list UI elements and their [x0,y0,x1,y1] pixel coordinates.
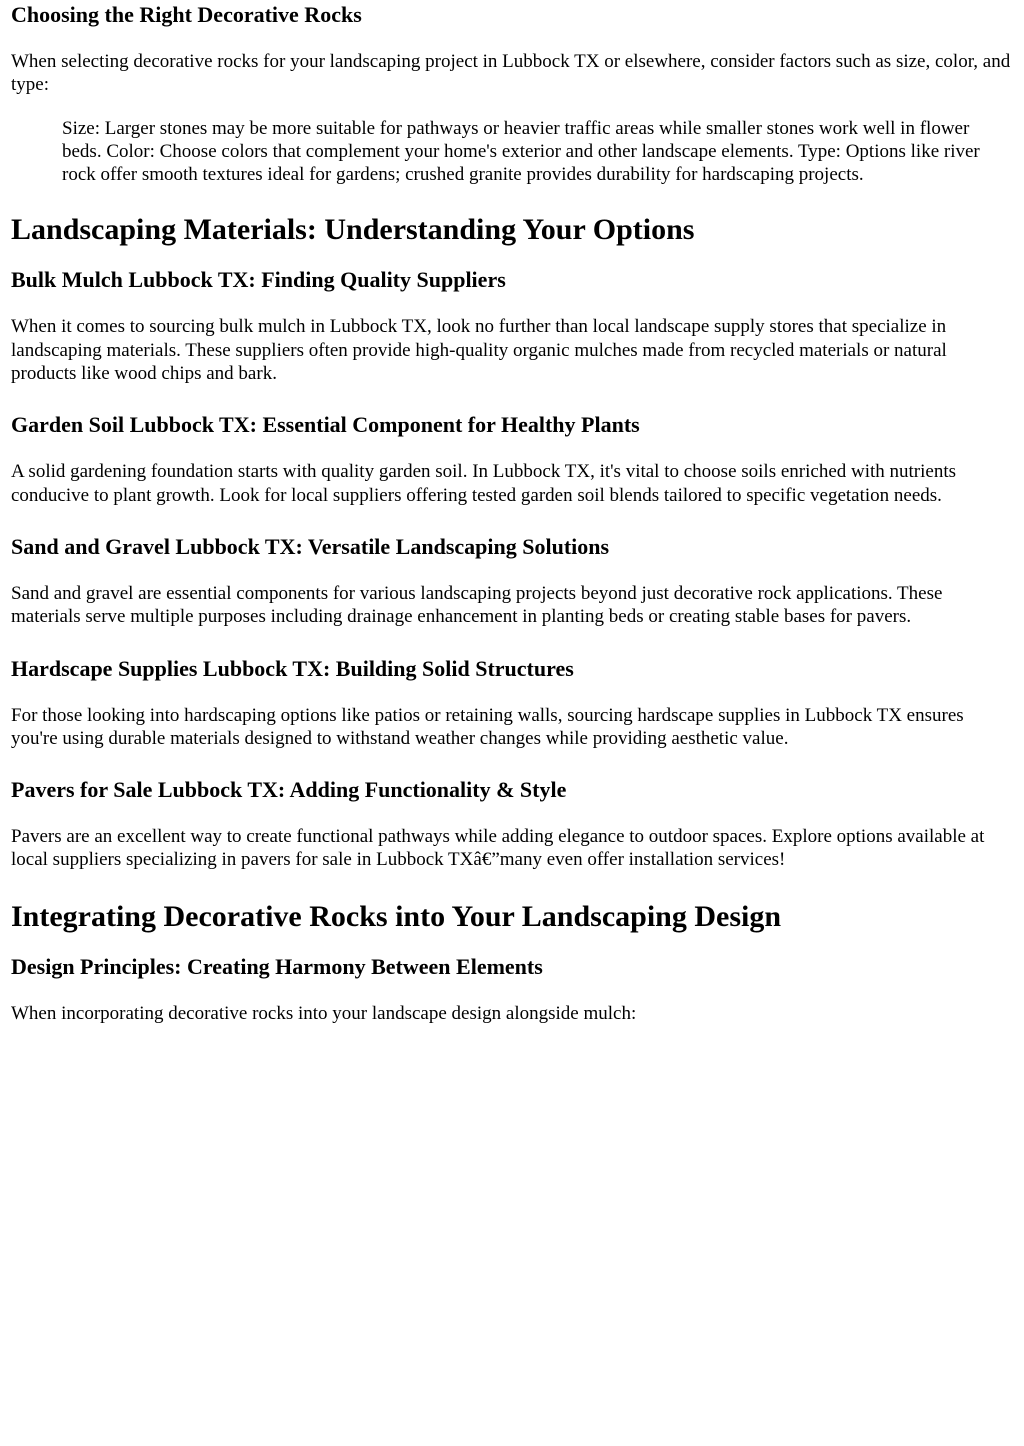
paragraph-hardscape-supplies: For those looking into hardscaping options like patios or retaining walls, sourcing hardscape supplies in Lubbock TX ensures you're using durable materials designed to withstand weather changes while providing aesthetic value. [11,704,964,749]
section-heading-landscaping-materials: Landscaping Materials: Understanding Your Options [11,213,695,247]
subheading-bulk-mulch: Bulk Mulch Lubbock TX: Finding Quality Suppliers [11,267,506,293]
paragraph-garden-soil: A solid gardening foundation starts with quality garden soil. In Lubbock TX, it's vital to choose soils enriched with nutrients conducive to plant growth. Look for local suppliers offering tested garden soil blends tailored to specific vegetation needs. [11,461,957,506]
paragraph-sand-gravel: Sand and gravel are essential components for various landscaping projects beyond just decorative rock applications. These materials serve multiple purposes including drainage enhancement in planting beds or creating stable bases for pavers. [11,582,943,628]
paragraph-pavers: Pavers are an excellent way to create functional pathways while adding elegance to outdoor spaces. Explore options available at local suppliers specializing in pavers for sale in Lubbock TXâ€”many even offer installation services! [11,826,985,871]
subheading-pavers: Pavers for Sale Lubbock TX: Adding Functionality & Style [11,777,567,803]
paragraph-design-principles: When incorporating decorative rocks into your landscape design alongside mulch: [11,1002,637,1024]
section-heading-integrating-rocks: Integrating Decorative Rocks into Your Landscaping Design [11,899,782,933]
section-heading-choosing-rocks: Choosing the Right Decorative Rocks [11,2,362,27]
subheading-garden-soil: Garden Soil Lubbock TX: Essential Component for Healthy Plants [11,412,640,438]
paragraph-choosing-intro: When selecting decorative rocks for your landscaping project in Lubbock TX or elsewhere, consider factors such as size, color, and type: [11,51,1011,96]
paragraph-bulk-mulch: When it comes to sourcing bulk mulch in Lubbock TX, look no further than local landscape supply stores that specialize in landscaping materials. These suppliers often provide high-quality organic mulches made from recycled materials or natural products like wood chips and bark. [11,316,947,385]
subheading-sand-gravel: Sand and Gravel Lubbock TX: Versatile Landscaping Solutions [11,533,610,559]
subheading-design-principles: Design Principles: Creating Harmony Between Elements [11,953,543,979]
blockquote-rock-factors: Size: Larger stones may be more suitable for pathways or heavier traffic areas while smaller stones work well in flower beds. Color: Choose colors that complement your home's exterior and other landscape elements. Type: Options like river rock offer smooth textures ideal for gardens; crushed granite provides durability for hardscaping projects. [62,117,980,186]
subheading-hardscape-supplies: Hardscape Supplies Lubbock TX: Building Solid Structures [11,655,574,681]
